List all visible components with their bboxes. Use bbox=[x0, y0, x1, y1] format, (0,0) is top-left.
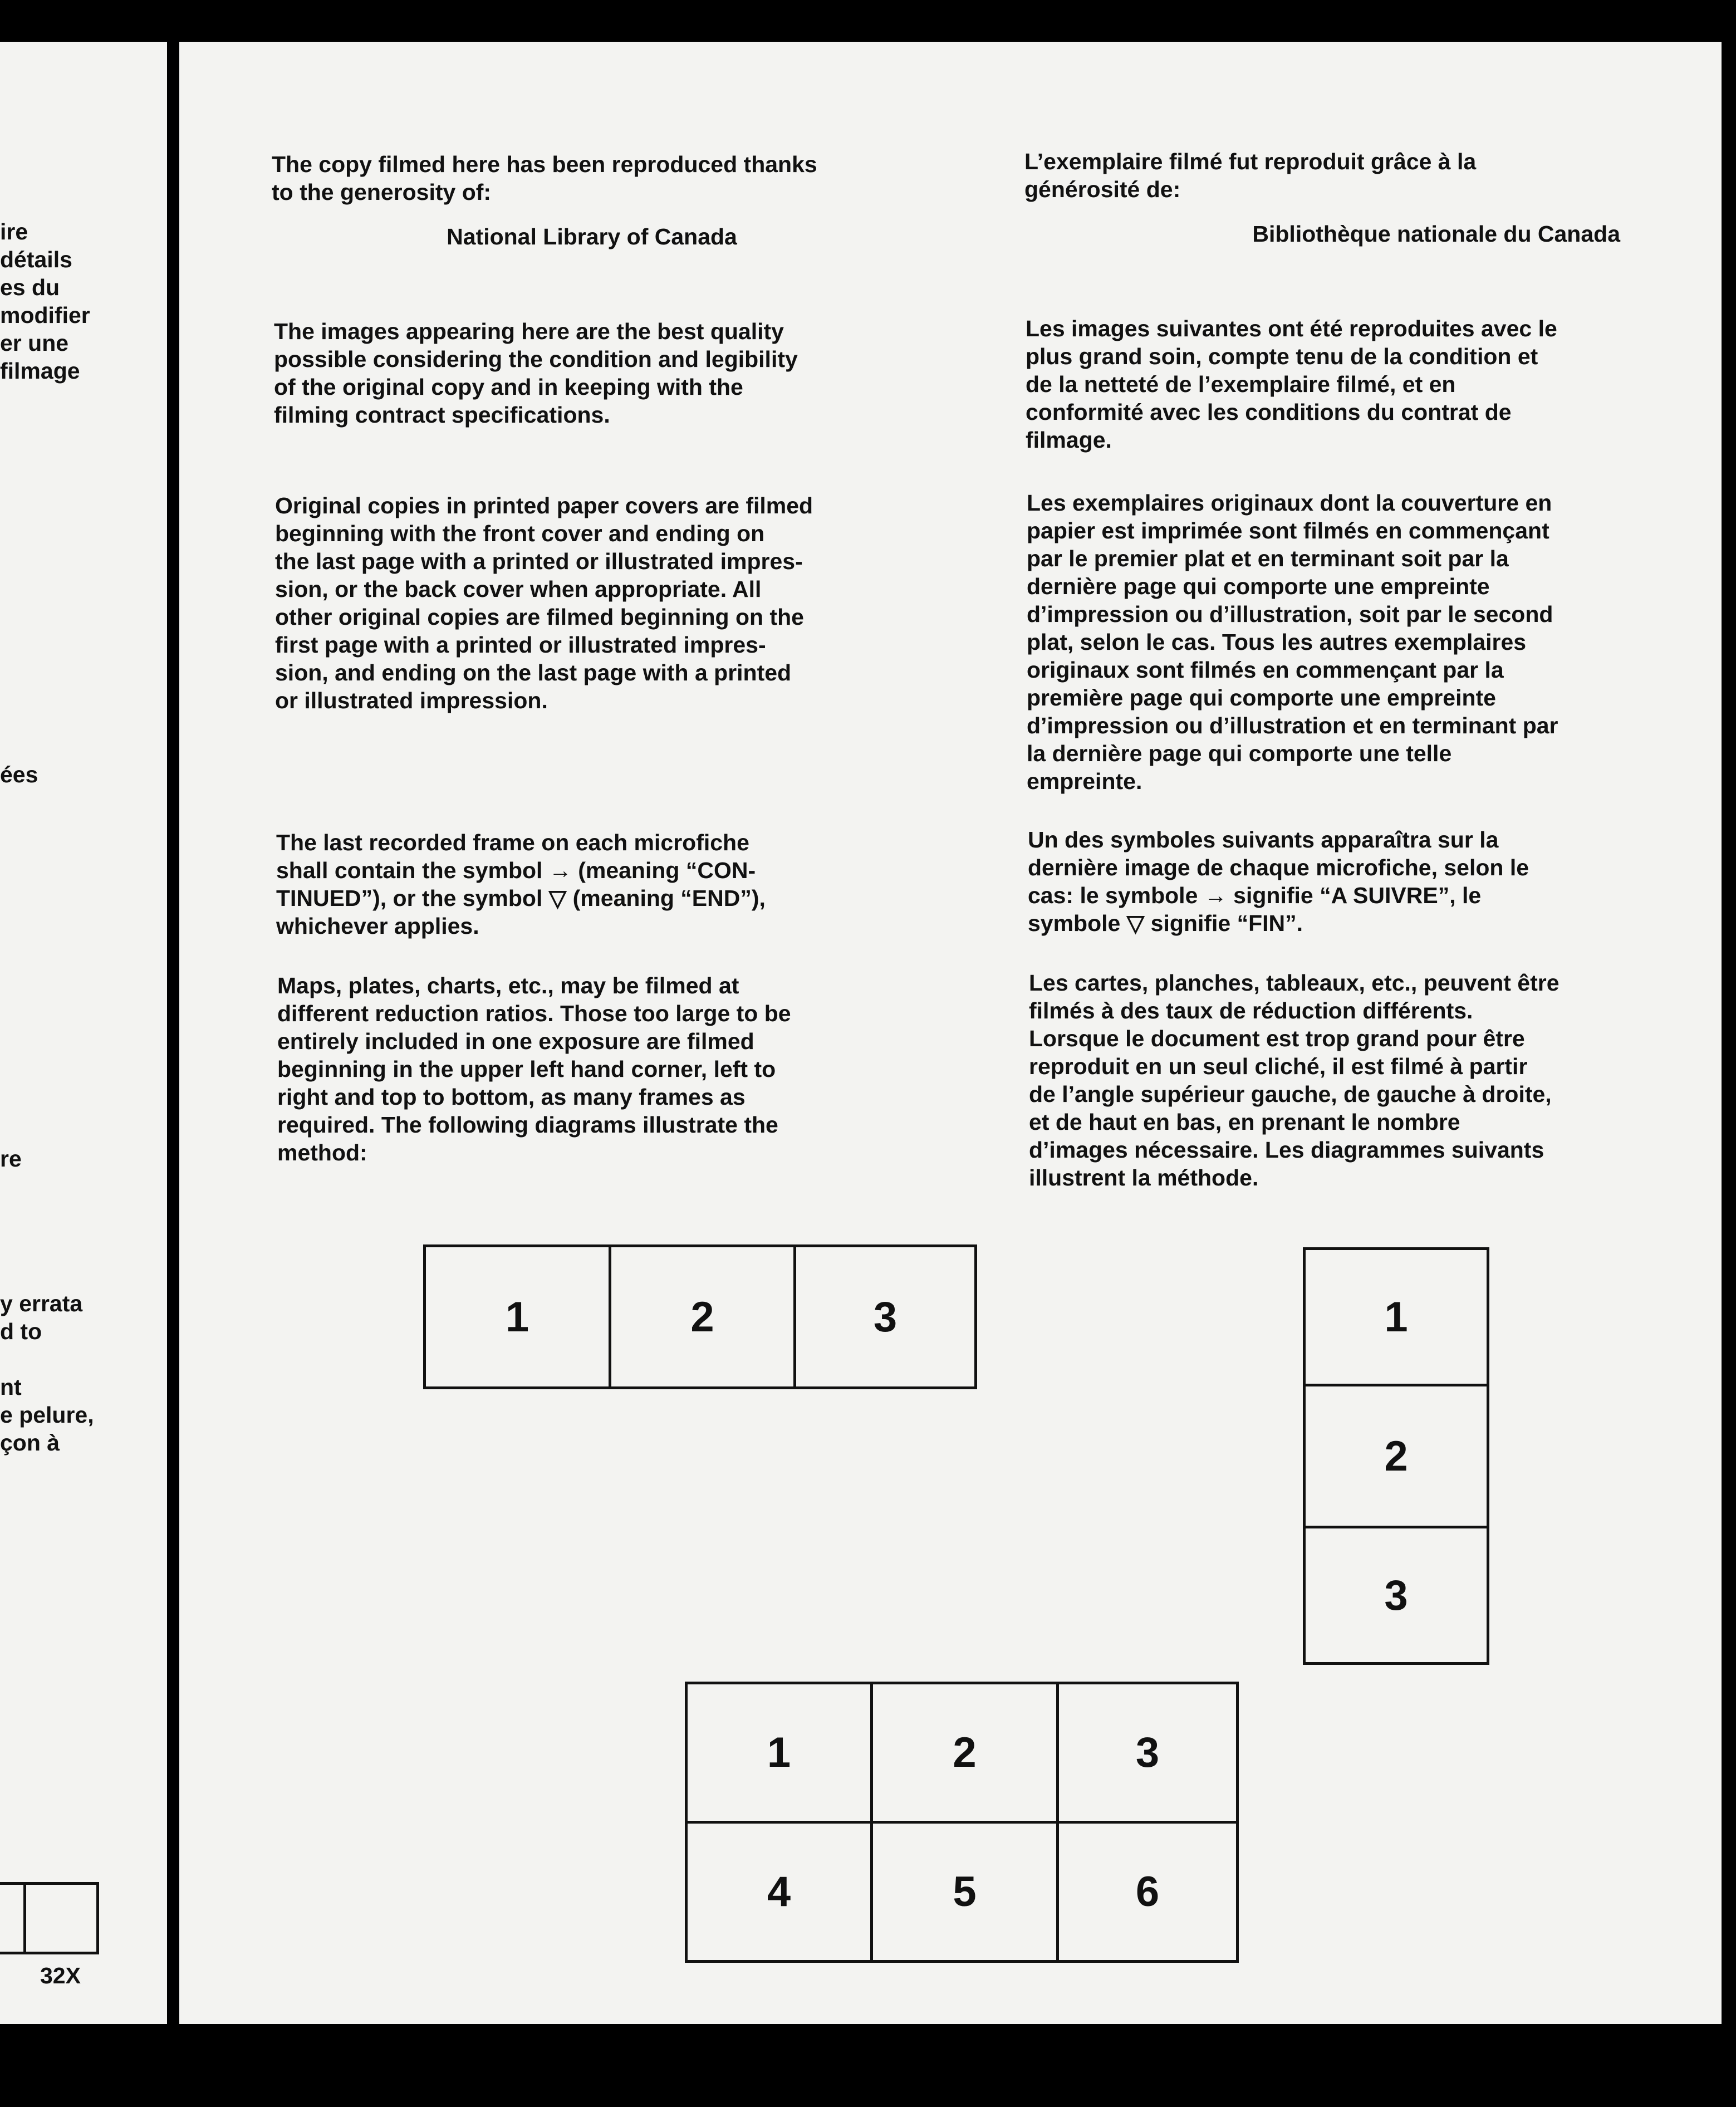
fr-quality-note: Les images suivantes ont été reproduites avec le plus grand soin, compte tenu de la condition et de la netteté de l’exemplaire filmé, et en conformité avec les conditions du contrat de filmage. bbox=[1026, 316, 1557, 453]
diagram-vertical-cell-2: 2 bbox=[1384, 1432, 1408, 1480]
diagram-grid-cell-4: 4 bbox=[767, 1868, 791, 1915]
en-institution: National Library of Canada bbox=[447, 224, 737, 249]
reduction-boxes bbox=[0, 1882, 99, 1954]
left-fragment-10: nt bbox=[0, 1374, 22, 1400]
left-fragment-9: d to bbox=[0, 1319, 42, 1344]
fr-institution: Bibliothèque nationale du Canada bbox=[1252, 221, 1620, 247]
en-symbol-note: The last recorded frame on each microfiche shall contain the symbol → (meaning “CON- TINUED”), or the symbol ▽ (meaning “END”), whichever applies. bbox=[276, 830, 766, 939]
left-fragment-11: e pelure, bbox=[0, 1402, 94, 1428]
diagram-vertical-cell-1: 1 bbox=[1384, 1293, 1408, 1341]
left-fragment-5: filmage bbox=[0, 358, 80, 384]
diagram-grid-cell-2: 2 bbox=[953, 1729, 977, 1776]
diagram-grid-cell-3: 3 bbox=[1135, 1729, 1160, 1776]
left-fragment-4: er une bbox=[0, 330, 69, 356]
fr-maps-note: Les cartes, planches, tableaux, etc., peuvent être filmés à des taux de réduction différents. Lorsque le document est trop grand pour être reproduit en un seul cliché, il est filmé à partir de l’angle supérieur gauche, de gauche à droite, et de haut en bas, en prenant le nombre d’images nécessaire. Les diagrammes suivants illustrent la méthode. bbox=[1029, 970, 1560, 1190]
left-fragment-2: es du bbox=[0, 275, 60, 300]
diagram-grid-cell-1: 1 bbox=[767, 1729, 791, 1776]
diagram-vertical bbox=[1303, 1247, 1489, 1665]
diagram-horizontal-cell-3: 3 bbox=[873, 1293, 898, 1341]
left-fragment-1: détails bbox=[0, 247, 72, 272]
diagram-horizontal-cell-2: 2 bbox=[690, 1293, 714, 1341]
diagram-grid-cell-6: 6 bbox=[1135, 1868, 1160, 1915]
diagram-grid-cell-5: 5 bbox=[953, 1868, 977, 1915]
left-fragment-12: çon à bbox=[0, 1430, 60, 1456]
left-fragment-6: ées bbox=[0, 762, 38, 787]
microfilm-target-page bbox=[179, 42, 1722, 2024]
left-fragment-3: modifier bbox=[0, 302, 90, 328]
en-acknowledgement: The copy filmed here has been reproduced thanks to the generosity of: bbox=[272, 151, 817, 205]
diagram-horizontal-cell-1: 1 bbox=[505, 1293, 529, 1341]
fr-symbol-note: Un des symboles suivants apparaîtra sur la dernière image de chaque microfiche, selon le cas: le symbole → signifie “A SUIVRE”, le symbole ▽ signifie “FIN”. bbox=[1028, 827, 1529, 936]
left-fragment-8: y errata bbox=[0, 1291, 83, 1316]
left-fragment-0: ire bbox=[0, 219, 28, 244]
left-fragment-7: re bbox=[0, 1146, 22, 1172]
fr-acknowledgement: L’exemplaire filmé fut reproduit grâce à la générosité de: bbox=[1024, 149, 1477, 202]
en-maps-note: Maps, plates, charts, etc., may be filmed at different reduction ratios. Those too large to be entirely included in one exposure are filmed beginning in the upper left hand corner, left to right and top to bottom, as many frames as required. The following diagrams illustrate the method: bbox=[277, 973, 791, 1165]
left-page-fragment bbox=[0, 42, 167, 2024]
fr-covers-note: Les exemplaires originaux dont la couverture en papier est imprimée sont filmés en commençant par le premier plat et en terminant soit par la dernière page qui comporte une empreinte d’impression ou d’illustration, soit par le second plat, selon le cas. Tous les autres exemplaires originaux sont filmés en commençant par la première page qui comporte une empreinte d’impression ou d’illustration et en terminant par la dernière page qui comporte une telle empreinte. bbox=[1027, 490, 1558, 794]
en-quality-note: The images appearing here are the best quality possible considering the condition and legibility of the original copy and in keeping with the filming contract specifications. bbox=[274, 318, 798, 428]
reduction-label: 32X bbox=[40, 1963, 81, 1988]
diagram-vertical-cell-3: 3 bbox=[1384, 1571, 1408, 1619]
diagram-horizontal bbox=[423, 1244, 977, 1389]
diagram-grid bbox=[685, 1682, 1239, 1963]
en-covers-note: Original copies in printed paper covers are filmed beginning with the front cover and ending on the last page with a printed or illustrated impres- sion, or the back cover when appropriate. All other original copies are filmed beginning on the first page with a printed or illustrated impres- sion, and ending on the last page with a printed or illustrated impression. bbox=[275, 493, 813, 713]
